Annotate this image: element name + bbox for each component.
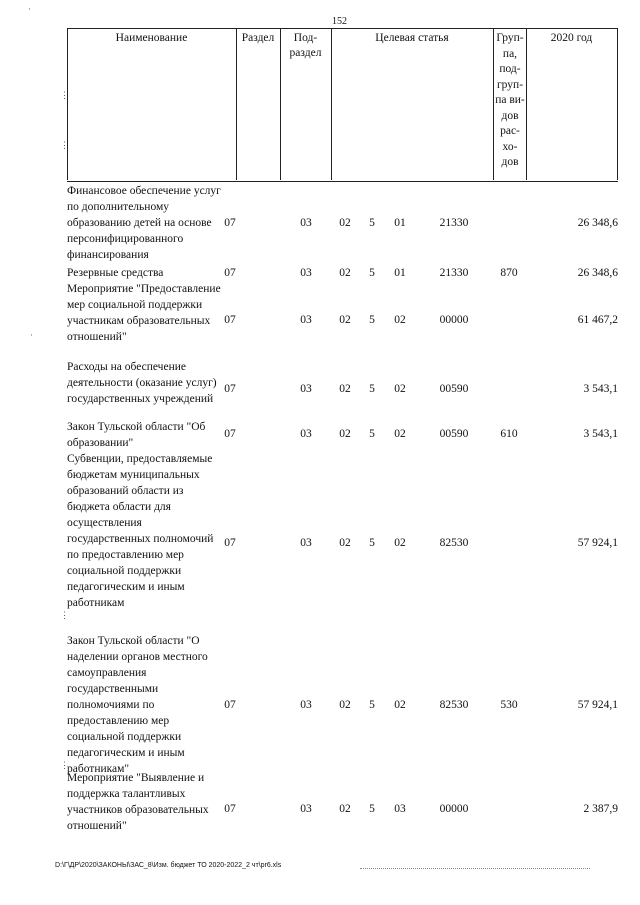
scan-speck: ·: [28, 4, 31, 14]
header-group-line: груп-: [496, 78, 524, 91]
scan-speck: ⋮: [60, 760, 69, 770]
row-target-event: 03: [394, 803, 406, 815]
row-razdel: 07: [224, 537, 236, 549]
header-group-line: Груп-: [496, 32, 524, 44]
header-divider: [236, 28, 237, 180]
row-target-type: 5: [369, 217, 375, 229]
header-podrazdel-line2: раздел: [289, 47, 322, 59]
row-target-event: 02: [394, 537, 406, 549]
row-podrazdel: 03: [300, 537, 312, 549]
row-razdel: 07: [224, 267, 236, 279]
header-group: [495, 31, 525, 171]
header-group-line: па,: [502, 47, 518, 60]
row-target-event: 01: [394, 217, 406, 229]
row-name: Мероприятие "Выявление и поддержка талантливых участников образовательных отношений": [67, 772, 209, 832]
row-target-event: 02: [394, 428, 406, 440]
scan-speck: ·: [30, 330, 33, 340]
row-target-event: 01: [394, 267, 406, 279]
row-target-program: 02: [339, 314, 351, 326]
header-podrazdel: [280, 31, 331, 61]
row-name: Расходы на обеспечение деятельности (оказание услуг) государственных учреждений: [67, 361, 217, 405]
row-target-program: 02: [339, 217, 351, 229]
header-razdel: Раздел: [241, 32, 275, 44]
header-divider: [331, 28, 332, 180]
row-target-direction: 00590: [439, 428, 469, 440]
row-name: Закон Тульской области "Об образовании": [67, 421, 206, 449]
row-amount: 2 387,9: [583, 803, 618, 815]
row-razdel: 07: [224, 428, 236, 440]
row-podrazdel: 03: [300, 699, 312, 711]
row-target-direction: 21330: [439, 217, 469, 229]
header-name: Наименование: [115, 32, 188, 44]
row-target-direction: 21330: [439, 267, 469, 279]
scan-speck: ⋮: [60, 610, 69, 620]
row-target-type: 5: [369, 383, 375, 395]
row-razdel: 07: [224, 383, 236, 395]
row-target-type: 5: [369, 314, 375, 326]
row-podrazdel: 03: [300, 803, 312, 815]
row-target-program: 02: [339, 428, 351, 440]
row-podrazdel: 03: [300, 267, 312, 279]
row-target-program: 02: [339, 267, 351, 279]
row-amount: 3 543,1: [583, 383, 618, 395]
file-path-footer: D:\Г\ДР\2020\ЗАКОНЫ\ЗАС_8\Изм. бюджет ТО 2020-2022_2 чт\pr6.xls: [55, 862, 282, 869]
header-frame: [67, 28, 618, 182]
row-amount: 26 348,6: [577, 267, 618, 279]
header-target: Целевая статья: [375, 32, 449, 44]
row-target-direction: 00000: [439, 314, 469, 326]
header-podrazdel-line1: Под-: [293, 32, 318, 44]
row-target-program: 02: [339, 803, 351, 815]
row-name: Мероприятие "Предоставление мер социальной поддержки участникам образовательных отношений": [67, 283, 221, 343]
row-group: 530: [500, 699, 518, 711]
row-target-event: 02: [394, 383, 406, 395]
page-number: 152: [332, 16, 347, 27]
row-group: 870: [500, 267, 518, 279]
row-name: Финансовое обеспечение услуг по дополнительному образованию детей на основе персонифицированного финансирования: [67, 185, 221, 261]
row-podrazdel: 03: [300, 314, 312, 326]
row-group: 610: [500, 428, 518, 440]
row-target-program: 02: [339, 537, 351, 549]
row-podrazdel: 03: [300, 383, 312, 395]
header-divider: [526, 28, 527, 180]
row-razdel: 07: [224, 699, 236, 711]
row-target-type: 5: [369, 699, 375, 711]
footer-dotted-line: [360, 868, 590, 869]
row-name: Резервные средства: [67, 267, 164, 279]
header-group-line: под-: [499, 63, 521, 75]
row-target-type: 5: [369, 428, 375, 440]
row-target-direction: 82530: [439, 537, 469, 549]
row-amount: 61 467,2: [577, 314, 618, 326]
header-group-line: па ви-: [495, 94, 525, 106]
row-razdel: 07: [224, 314, 236, 326]
row-amount: 3 543,1: [583, 428, 618, 440]
header-group-line: хо-: [502, 140, 518, 153]
row-razdel: 07: [224, 217, 236, 229]
header-group-line: рас-: [500, 125, 520, 137]
row-name: Субвенции, предоставляемые бюджетам муниципальных образований области из бюджета области для осуществления государственных полномочий по предоставлению мер социальной поддержки педагогическим и иным работникам: [67, 453, 214, 609]
header-year: 2020 год: [550, 32, 593, 44]
header-divider: [493, 28, 494, 180]
row-target-type: 5: [369, 537, 375, 549]
header-divider: [617, 28, 618, 180]
row-target-direction: 00590: [439, 383, 469, 395]
header-group-line: дов: [501, 156, 519, 168]
row-amount: 26 348,6: [577, 217, 618, 229]
row-name: Закон Тульской области "О наделении органов местного самоуправления государственными полномочиями по предоставлению мер социальной поддержки педагогическим и иным работникам": [67, 635, 208, 775]
row-target-program: 02: [339, 699, 351, 711]
row-target-type: 5: [369, 267, 375, 279]
header-divider: [67, 28, 68, 180]
row-target-direction: 00000: [439, 803, 469, 815]
row-amount: 57 924,1: [577, 699, 618, 711]
row-target-type: 5: [369, 803, 375, 815]
scan-speck: ⋮: [60, 90, 69, 100]
row-podrazdel: 03: [300, 428, 312, 440]
row-amount: 57 924,1: [577, 537, 618, 549]
row-target-direction: 82530: [439, 699, 469, 711]
row-razdel: 07: [224, 803, 236, 815]
scan-speck: ⋮: [60, 140, 69, 150]
row-target-program: 02: [339, 383, 351, 395]
row-target-event: 02: [394, 699, 406, 711]
row-target-event: 02: [394, 314, 406, 326]
row-podrazdel: 03: [300, 217, 312, 229]
header-group-line: дов: [501, 109, 519, 122]
